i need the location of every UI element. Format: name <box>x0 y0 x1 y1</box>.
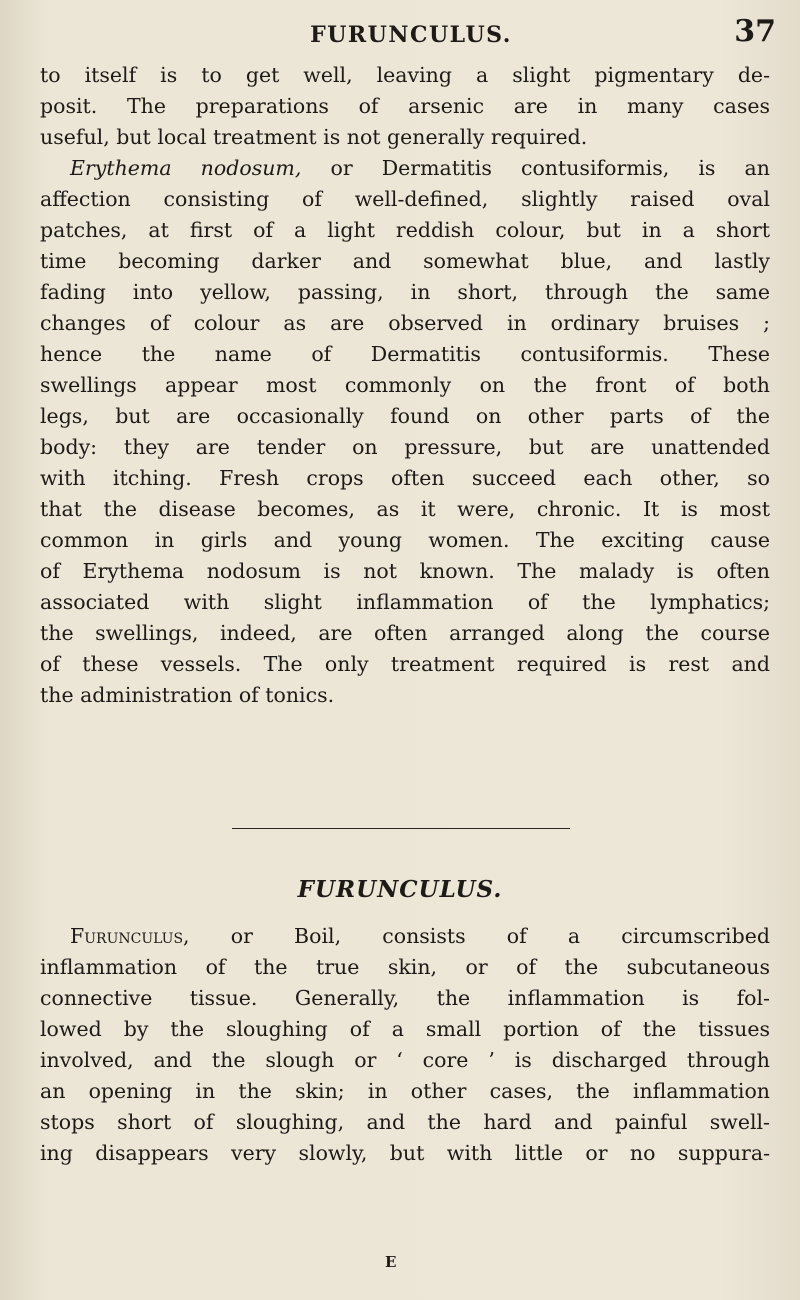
text-line: to itself is to get well, leaving a slight pigmentary de- <box>40 63 770 87</box>
text-fragment: or Boil, consists of a circumscribed <box>230 924 770 948</box>
text-line: time becoming darker and somewhat blue, and lastly <box>40 249 770 273</box>
text-line: body: they are tender on pressure, but are unattended <box>40 435 770 459</box>
text-line: hence the name of Dermatitis contusiformis. These <box>40 342 770 366</box>
text-line: the administration of tonics. <box>40 683 335 707</box>
text-line: patches, at first of a light reddish colour, but in a short <box>40 218 770 242</box>
signature-mark: E <box>385 1253 397 1271</box>
text-line: lowed by the sloughing of a small portion of the tissues <box>40 1017 770 1041</box>
text-line: an opening in the skin; in other cases, the inflammation <box>40 1079 770 1103</box>
term-erythema-nodosum: Erythema nodosum, <box>70 156 302 180</box>
text-line: useful, but local treatment is not generally required. <box>40 125 588 149</box>
section-title: FURUNCULUS. <box>297 876 503 903</box>
page-header <box>40 10 782 54</box>
text-line: stops short of sloughing, and the hard and painful swell- <box>40 1110 770 1134</box>
body-text-furunculus <box>40 921 770 1169</box>
text-line: changes of colour as are observed in ordinary bruises ; <box>40 311 770 335</box>
text-line: common in girls and young women. The exciting cause <box>40 528 770 552</box>
paragraph-first-line <box>40 153 770 184</box>
page-number: 37 <box>734 14 776 49</box>
text-line: ing disappears very slowly, but with little or no suppura- <box>40 1141 770 1165</box>
lead-term: Furunculus, <box>70 924 190 948</box>
running-head: FURUNCULUS. <box>310 22 512 48</box>
text-line: posit. The preparations of arsenic are in many cases <box>40 94 770 118</box>
text-line: that the disease becomes, as it were, chronic. It is most <box>40 497 770 521</box>
text-line: with itching. Fresh crops often succeed each other, so <box>40 466 770 490</box>
text-line: associated with slight inflammation of the lymphatics; <box>40 590 770 614</box>
text-line: legs, but are occasionally found on other parts of the <box>40 404 770 428</box>
text-fragment: or Dermatitis contusiformis, is an <box>330 156 770 180</box>
text-line: of these vessels. The only treatment required is rest and <box>40 652 770 676</box>
paragraph-first-line <box>40 921 770 952</box>
text-line: the swellings, indeed, are often arranged along the course <box>40 621 770 645</box>
text-line: inflammation of the true skin, or of the subcutaneous <box>40 955 770 979</box>
text-line: involved, and the slough or ‘ core ’ is discharged through <box>40 1048 770 1072</box>
text-line: affection consisting of well-defined, slightly raised oval <box>40 187 770 211</box>
body-text-top <box>40 60 770 711</box>
section-divider <box>232 828 570 829</box>
text-line: swellings appear most commonly on the front of both <box>40 373 770 397</box>
text-line: of Erythema nodosum is not known. The malady is often <box>40 559 770 583</box>
text-line: fading into yellow, passing, in short, through the same <box>40 280 770 304</box>
text-line: connective tissue. Generally, the inflammation is fol- <box>40 986 770 1010</box>
